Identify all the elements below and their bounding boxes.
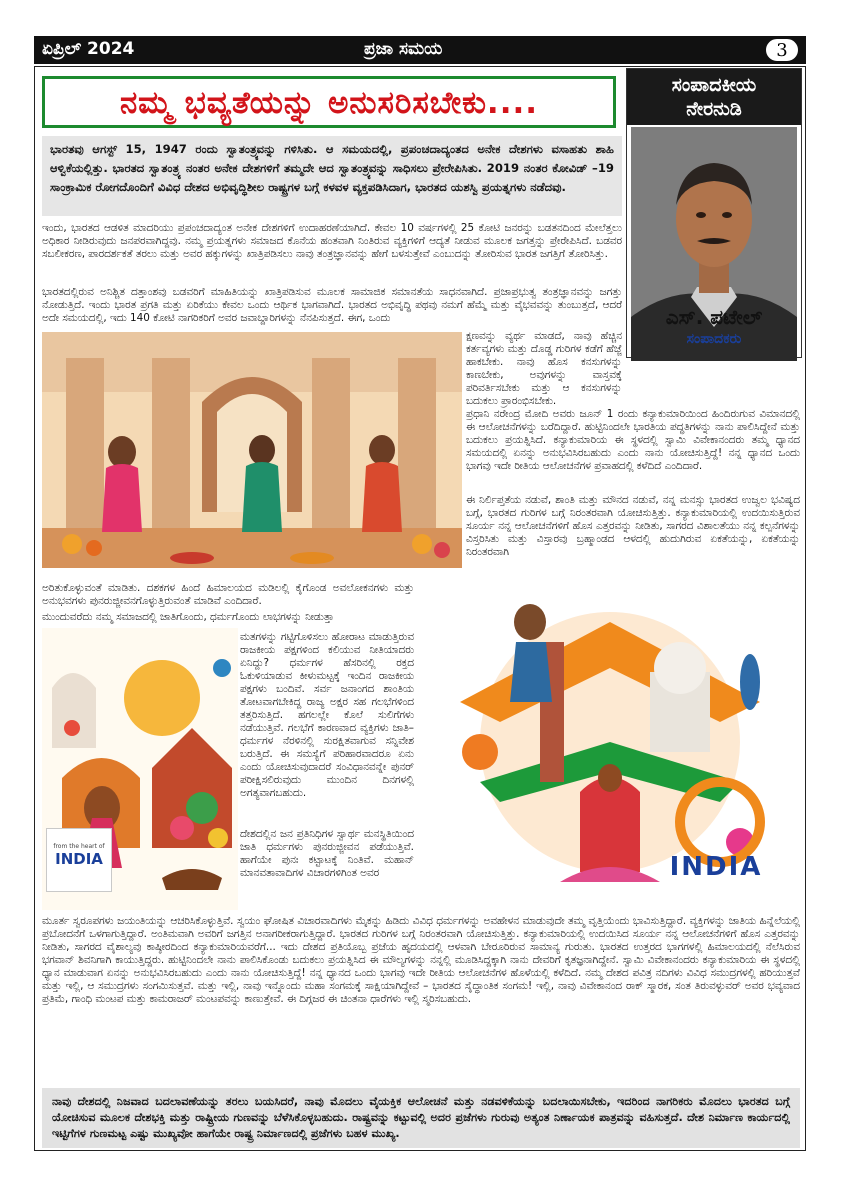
footer-summary: ನಾವು ದೇಶದಲ್ಲಿ ನಿಜವಾದ ಬದಲಾವಣೆಯನ್ನು ತರಲು ಬಯಸಿದರೆ, ನಾವು ಮೊದಲು ವೈಯಕ್ತಿಕ ಆಲೋಚನೆ ಮತ್ತು ನಡವಳಿಕೆಯನ್ನು ಬದಲಾಯಿಸಬೇಕು, ಇದರಿಂದ ನಾಗರಿಕರು ಮೊದಲು ಭಾರತದ ಬಗ್ಗೆ ಯೋಚಿಸುವ ಮೂಲಕ ದೇಶಭಕ್ತಿ ಮತ್ತು ರಾಷ್ಟ್ರೀಯ ಗುಣವನ್ನು ಬೆಳೆಸಿಕೊಳ್ಳಬಹುದು. ರಾಷ್ಟ್ರವನ್ನು ಕಟ್ಟುವಲ್ಲಿ ಅದರ ಪ್ರಜೆಗಳು ಗುರುವು ಅತ್ಯಂತ ನಿರ್ಣಾಯಕ ಪಾತ್ರವನ್ನು ವಹಿಸುತ್ತದೆ. ದೇಶ ನಿರ್ಮಾಣ ಕಾರ್ಯದಲ್ಲಿ ಇಟ್ಟಿಗೆಗಳ ಗುಣಮಟ್ಟ ಎಷ್ಟು ಮುಖ್ಯವೋ ಹಾಗೆಯೇ ರಾಷ್ಟ್ರ ನಿರ್ಮಾಣದಲ್ಲಿ ಪ್ರಜೆಗಳು ಬಹಳ ಮುಖ್ಯ.	[42, 1088, 800, 1148]
page-number: 3	[764, 37, 800, 63]
body-paragraph-3: ಕ್ಷಣವನ್ನು ವ್ಯರ್ಥ ಮಾಡದೆ, ನಾವು ಹೆಚ್ಚಿನ ಕರ್ತವ್ಯಗಳು ಮತ್ತು ದೊಡ್ಡ ಗುರಿಗಳ ಕಡೆಗೆ ಹೆಜ್ಜೆ ಹಾಕಬೇಕು. ನಾವು ಹೊಸ ಕನಸುಗಳನ್ನು ಕಾಣಬೇಕು, ಅವುಗಳನ್ನು ವಾಸ್ತವಕ್ಕೆ ಪರಿವರ್ತಿಸಬೇಕು ಮತ್ತು ಆ ಕನಸುಗಳನ್ನು ಬದುಕಲು ಪ್ರಾರಂಭಿಸಬೇಕು.	[466, 330, 622, 407]
editorial-tag-line1: ಸಂಪಾದಕೀಯ	[671, 74, 757, 96]
headline-box	[42, 76, 616, 128]
paper-name: ಪ್ರಜಾ ಸಮಯ	[364, 39, 443, 59]
incredible-india-collage	[420, 582, 800, 910]
badge-india-text: INDIA	[55, 850, 103, 868]
body-paragraph-7b: ಮತಗಳನ್ನು ಗಟ್ಟಿಗೊಳಿಸಲು ಹೋರಾಟ ಮಾಡುತ್ತಿರುವ ರಾಜಕೀಯ ಪಕ್ಷಗಳಿಂದ ಕಲಿಯುವ ನೀತಿಯಾದರು ಏನಿದ್ದು? ಧರ್ಮಗಳ ಹೆಸರಿನಲ್ಲಿ ರಕ್ತದ ಓಕುಳಿಯಾಡುವ ಕೀಳುಮಟ್ಟಕ್ಕೆ ಇಂದಿನ ರಾಜಕೀಯ ಪಕ್ಷಗಳು ಬಂದಿವೆ. ಸರ್ವ ಜನಾಂಗದ ಶಾಂತಿಯ ತೋಟವಾಗಬೇಕಿದ್ದ ರಾಜ್ಯ ಅಕ್ಷರ ಸಹ ಗಲಭೆಗಳಿಂದ ತತ್ತರಿಸುತ್ತಿದೆ. ಹಗಲಲ್ಲೇ ಕೊಲೆ ಸುಲಿಗೆಗಳು ನಡೆಯುತ್ತಿವೆ. ಗಲಭೆಗೆ ಕಾರಣವಾದ ವ್ಯಕ್ತಿಗಳು ಜಾತಿ–ಧರ್ಮಗಳ ನೆರಳಿನಲ್ಲಿ ಸುರಕ್ಷಿತವಾಗುವ ಸನ್ನಿವೇಶ ಬರುತ್ತಿದೆ. ಈ ಸಮಸ್ಯೆಗೆ ಪರಿಹಾರವಾದರೂ ಏನು ಎಂದು ಯೋಚಿಸುವುದಾದರೆ ಸಂವಿಧಾನವನ್ನೇ ಪುನರ್ ಪರೀಕ್ಷಿಸಲಿರುವುದು ಮುಂದಿನ ದಿನಗಳಲ್ಲಿ ಅಗತ್ಯವಾಗಬಹುದು.	[240, 631, 414, 799]
body-paragraph-8: ಮೂರ್ತ ಸ್ವರೂಪಗಳು ಜಯಂತಿಯನ್ನು ಆಚರಿಸಿಕೊಳ್ಳುತ್ತಿವೆ. ಸ್ವಯಂ ಘೋಷಿತ ವಿಚಾರವಾದಿಗಳು ಮೈಕನ್ನು ಹಿಡಿದು ವಿವಿಧ ಧರ್ಮಗಳನ್ನು ಅವಹೇಳನ ಮಾಡುವುದೇ ತಮ್ಮ ವೃತ್ತಿಯೆಂದು ಭಾವಿಸುತ್ತಿದ್ದಾರೆ. ವ್ಯಕ್ತಿಗಳನ್ನು ಜಾತಿಯ ಹಿನ್ನೆಲೆಯಲ್ಲಿ ಪ್ರಬೋದನೆಗೆ ಒಳಗಾಗುತ್ತಿದ್ದಾರೆ. ಅಂತಿಮವಾಗಿ ಅವರಿಗೆ ಜಗತ್ತಿನ ಅನಾಗರೀಕರಾಗುತ್ತಿದ್ದಾರೆ. ಭಾರತದ ಗುರಿಗಳ ಬಗ್ಗೆ ನಿರಂತರವಾಗಿ ಯೋಚಿಸುತ್ತಿತ್ತು. ಕನ್ಯಾಕುಮಾರಿಯಲ್ಲಿ ಉದಯಿಸಿದ ಸೂರ್ಯ ನನ್ನ ಆಲೋಚನೆಗಳಿಗೆ ಹೊಸ ಎತ್ತರವನ್ನು ನೀಡಿತು, ಸಾಗರದ ವೈಶಾಲ್ಯವು ಕಾಷ್ಠೀರದಿಂದ ಕನ್ಯಾಕುಮಾರಿಯವರೆಗೆ... ಇದು ದೇಶದ ಪ್ರತಿಯೊಬ್ಬ ಪ್ರಜೆಯ ಹೃದಯದಲ್ಲಿ ಆಳವಾಗಿ ಬೇರೂರಿರುವ ಸಾಮಾನ್ಯ ಗುರುತು. ಭಾರತದ ಉತ್ತರದ ಭಾಗಗಳಲ್ಲಿ ಹಿಮಾಲಯದಲ್ಲಿ ನೆಲೆಸಿರುವ ಭಗವಾನ್ ಶಿವನಿಗಾಗಿ ಕಾಯುತ್ತಿದ್ದರು. ಹುಟ್ಟಿನಿಂದಲೇ ನಾನು ಪಾಲಿಸಿಕೊಂಡು ಬದುಕಲು ಪ್ರಯತ್ನಿಸಿದ ಈ ಮೌಲ್ಯಗಳನ್ನು ನನ್ನಲ್ಲಿ ಮೂಡಿಸಿದ್ದಕ್ಕಾಗಿ ನಾನು ದೇವರಿಗೆ ಕೃತಜ್ಞನಾಗಿದ್ದೇನೆ. ಸ್ವಾಮಿ ವಿವೇಕಾನಂದರು ಕನ್ಯಾಕುಮಾರಿಯ ಈ ಸ್ಥಳದಲ್ಲಿ ಧ್ಯಾನ ಮಾಡುವಾಗ ಏನನ್ನು ಅನುಭವಿಸಿರಬಹುದು ಎಂದು ನಾನು ಯೋಚಿಸುತ್ತಿದ್ದೆ! ನನ್ನ ಧ್ಯಾನದ ಒಂದು ಭಾಗವು ಇದೇ ರೀತಿಯ ಆಲೋಚನೆಗಳ ಹೊಳೆಯಲ್ಲಿ ಕಳೆದಿದೆ. ನಮ್ಮ ದೇಶದ ಪವಿತ್ರ ನದಿಗಳು ವಿವಿಧ ಸಮುದ್ರಗಳಲ್ಲಿ ಹರಿಯುತ್ತವೆ ಮತ್ತು ಇಲ್ಲಿ, ಆ ಸಮುದ್ರಗಳು ಸಂಗಮಿಸುತ್ತವೆ. ಮತ್ತು ಇಲ್ಲಿ, ನಾವು ಇನ್ನೊಂದು ಮಹಾ ಸಂಗಮಕ್ಕೆ ಸಾಕ್ಷಿಯಾಗಿದ್ದೇವೆ – ಭಾರತದ ಸೈದ್ಧಾಂತಿಕ ಸಂಗಮ! ಇಲ್ಲಿ, ನಾವು ವಿವೇಕಾನಂದ ರಾಕ್ ಸ್ಮಾರಕ, ಸಂತ ತಿರುವಳ್ಳುವರ್ ಅವರ ಭವ್ಯವಾದ ಪ್ರತಿಮೆ, ಗಾಂಧಿ ಮಂಟಪ ಮತ್ತು ಕಾಮರಾಜರ್ ಮಂಟಪವನ್ನು ಕಾಣುತ್ತೇವೆ. ಈ ದಿಗ್ಗಜರ ಈ ಚಿಂತನಾ ಧಾರೆಗಳು ಇಲ್ಲಿ ಸ್ಮರಿಸಬಹುದು.	[42, 915, 800, 1005]
body-paragraph-7a: ಮುಂದುವರೆದು ನಮ್ಮ ಸಮಾಜದಲ್ಲಿ ಜಾತಿಗೊಂದು, ಧರ್ಮಗೊಂದು ಲಾಭಗಳನ್ನು ನೀಡುತ್ತಾ	[42, 611, 334, 623]
editor-role: ಸಂಪಾದಕರು	[686, 331, 742, 347]
badge-small-text: from the heart of	[53, 843, 105, 850]
editor-name: ಎಸ್. ಪಟೇಲ್	[665, 305, 763, 329]
editorial-tag	[627, 69, 801, 125]
india-badge-text: INDIA	[669, 852, 763, 882]
festival-illustration	[42, 332, 462, 568]
body-paragraph-6: ಅರಿತುಕೊಳ್ಳುವಂತೆ ಮಾಡಿತು. ದಶಕಗಳ ಹಿಂದೆ ಹಿಮಾಲಯದ ಮಡಿಲಲ್ಲಿ ಕೈಗೊಂಡ ಅವಲೋಕನಗಳು ಮತ್ತು ಅನುಭವಗಳು ಪುನರುಜ್ಜೀವನಗೊಳ್ಳುತ್ತಿರುವಂತೆ ಮಾಡಿವೆ ಎಂದಿದಾರೆ.	[42, 582, 414, 607]
india-heritage-collage	[42, 628, 238, 910]
body-paragraph-7c: ದೇಶದಲ್ಲಿನ ಜನ ಪ್ರತಿನಿಧಿಗಳ ಸ್ವಾರ್ಥ ಮನಸ್ಥಿತಿಯಿಂದ ಜಾತಿ ಧರ್ಮಗಳು ಪುನರುಜ್ಜೀವನ ಪಡೆಯುತ್ತಿವೆ. ಹಾಗೆಯೇ ಪುನಃ ಕಟ್ಟಾಟಕ್ಕೆ ನಿಂತಿವೆ. ಮಹಾನ್ ಮಾನವತಾವಾದಿಗಳ ವಿಚಾರಗಳಿಗಿಂತ ಅವರ	[240, 828, 414, 879]
from-the-heart-badge	[46, 828, 112, 892]
body-paragraph-5: ಈ ನಿರ್ಲಿಪ್ತತೆಯ ನಡುವೆ, ಶಾಂತಿ ಮತ್ತು ಮೌನದ ನಡುವೆ, ನನ್ನ ಮನಸ್ಸು ಭಾರತದ ಉಜ್ವಲ ಭವಿಷ್ಯದ ಬಗ್ಗೆ, ಭಾರತದ ಗುರಿಗಳ ಬಗ್ಗೆ ನಿರಂತರವಾಗಿ ಯೋಚಿಸುತ್ತಿತ್ತು. ಕನ್ಯಾಕುಮಾರಿಯಲ್ಲಿ ಉದಯಿಸುತ್ತಿರುವ ಸೂರ್ಯ ನನ್ನ ಆಲೋಚನೆಗಳಿಗೆ ಹೊಸ ಎತ್ತರವನ್ನು ನೀಡಿತು, ಸಾಗರದ ವಿಶಾಲತೆಯು ನನ್ನ ಕಲ್ಪನೆಗಳನ್ನು ವಿಸ್ತರಿಸಿತು ಮತ್ತು ವಿಸ್ತಾರವು ಬ್ರಹ್ಮಾಂಡದ ಆಳದಲ್ಲಿ ಹುದುಗಿರುವ ಏಕತೆಯನ್ನು, ಏಕತೆಯನ್ನು ನಿರಂತರವಾಗಿ	[466, 494, 800, 558]
editorial-tag-line2: ನೇರನುಡಿ	[686, 98, 742, 120]
body-paragraph-4: ಪ್ರಧಾನಿ ನರೇಂದ್ರ ಮೋದಿ ಅವರು ಜೂನ್ 1 ರಂದು ಕನ್ಯಾಕುಮಾರಿಯಿಂದ ಹಿಂದಿರುಗುವ ವಿಮಾನದಲ್ಲಿ ಈ ಆಲೋಚನೆಗಳನ್ನು ಬರೆದಿದ್ದಾರೆ. ಹುಟ್ಟಿನಿಂದಲೇ ಭಾರತಿಯ ಪದ್ಧತಿಗಳನ್ನು ನಾನು ಪಾಲಿಸಿದ್ದೇನೆ ಮತ್ತು ಬದುಕಲು ಪ್ರಯತ್ನಿಸಿದೆ. ಕನ್ಯಾಕುಮಾರಿಯ ಈ ಸ್ಥಳದಲ್ಲಿ ಸ್ವಾಮಿ ವಿವೇಕಾನಂದರು ತಮ್ಮ ಧ್ಯಾನದ ಸಮಯದಲ್ಲಿ ಏನನ್ನು ಅನುಭವಿಸಿರಬಹುದು ಎಂದು ನಾನು ಯೋಚಿಸುತ್ತಿದ್ದೆ! ನನ್ನ ಧ್ಯಾನದ ಒಂದು ಭಾಗವು ಇದೇ ರೀತಿಯ ಆಲೋಚನೆಗಳ ಪ್ರವಾಹದಲ್ಲಿ ಕಳೆದಿದೆ ಎಂದಿದಾರೆ.	[466, 408, 800, 472]
lead-paragraph: ಭಾರತವು ಆಗಸ್ಟ್ 15, 1947 ರಂದು ಸ್ವಾತಂತ್ರ್ಯವನ್ನು ಗಳಿಸಿತು. ಆ ಸಮಯದಲ್ಲಿ, ಪ್ರಪಂಚದಾದ್ಯಂತದ ಅನೇಕ ದೇಶಗಳು ವಸಾಹತು ಶಾಹಿ ಆಳ್ವಿಕೆಯಲ್ಲಿತ್ತು. ಭಾರತದ ಸ್ವಾತಂತ್ರ್ಯ ನಂತರ ಅನೇಕ ದೇಶಗಳಿಗೆ ತಮ್ಮದೇ ಆದ ಸ್ವಾತಂತ್ರ್ಯವನ್ನು ಸಾಧಿಸಲು ಪ್ರೇರೇಪಿಸಿತು. 2019 ನಂತರ ಕೋವಿಡ್ –19 ಸಾಂಕ್ರಾಮಿಕ ರೋಗದೊಂದಿಗೆ ವಿವಿಧ ದೇಶದ ಅಭಿವೃದ್ಧಿಶೀಲ ರಾಷ್ಟ್ರಗಳ ಬಗ್ಗೆ ಕಳವಳ ವ್ಯಕ್ತಪಡಿಸಿದಾಗ, ಭಾರತದ ಯಶಸ್ವಿ ಪ್ರಯತ್ನಗಳು ನಡೆದವು.	[42, 136, 622, 216]
body-paragraph-2: ಭಾರತದಲ್ಲಿರುವ ಅನಿಶ್ಚಿತ ದತ್ತಾಂಶವು ಬಡವರಿಗೆ ಮಾಹಿತಿಯನ್ನು ಖಾತ್ರಿಪಡಿಸುವ ಮೂಲಕ ಸಾಮಾಜಿಕ ಸಮಾನತೆಯ ಸಾಧನವಾಗಿದೆ. ಪ್ರಜಾಪ್ರಭುತ್ವ ತಂತ್ರಜ್ಞಾನವನ್ನು ಜಗತ್ತು ನೋಡುತ್ತಿದೆ. ಇಂದು ಭಾರತ ಪ್ರಗತಿ ಮತ್ತು ಏರಿಕೆಯು ಕೇವಲ ಒಂದು ಆರ್ಥಿಕ ಭಾಗವಾಗಿದೆ. ಭಾರತದ ಅಭಿವೃದ್ಧಿ ಪಥವು ನಮಗೆ ಹೆಮ್ಮೆ ಮತ್ತು ವೈಭವವನ್ನು ತುಂಬುತ್ತದೆ, ಆದರೆ ಅದೇ ಸಮಯದಲ್ಲಿ, ಇದು 140 ಕೋಟಿ ನಾಗರಿಕರಿಗೆ ಅವರ ಜವಾಬ್ದಾರಿಗಳನ್ನು ನೆನಪಿಸುತ್ತದೆ. ಈಗ, ಒಂದು	[42, 286, 622, 324]
masthead-bar	[34, 36, 806, 64]
body-paragraph-1: ಇಂದು, ಭಾರತದ ಆಡಳಿತ ಮಾದರಿಯು ಪ್ರಪಂಚದಾದ್ಯಂತ ಅನೇಕ ದೇಶಗಳಿಗೆ ಉದಾಹರಣೆಯಾಗಿದೆ. ಕೇವಲ 10 ವರ್ಷಗಳಲ್ಲಿ 25 ಕೋಟಿ ಜನರನ್ನು ಬಡತನದಿಂದ ಮೇಲೆತ್ತಲು ಅಧಿಕಾರ ನೀಡಿರುವುದು ಜನಪರವಾಗಿದ್ದವು. ನಮ್ಮ ಪ್ರಯತ್ನಗಳು ಸಮಾಜದ ಕೊನೆಯ ಹಂತವಾಗಿ ನಿಂತಿರುವ ವ್ಯಕ್ತಿಗಳಿಗೆ ಆದ್ಯತೆ ನೀಡುವ ಮೂಲಕ ಜಗತ್ತನ್ನು ಪ್ರೇರೇಪಿಸಿದೆ. ಬಡವರ ಸಬಲೀಕರಣ, ಪಾರದರ್ಶಕತೆ ತರಲು ಮತ್ತು ಅವರ ಹಕ್ಕುಗಳನ್ನು ಖಾತ್ರಿಪಡಿಸಲು ನಾವು ತಂತ್ರಜ್ಞಾನವನ್ನು ಹೇಗೆ ಬಳಸುತ್ತೇವೆ ಎಂಬುದನ್ನು ತೋರಿಸುವ ಭಾರತ ಜಗತ್ತಿಗೆ ತೋರಿಸಿತ್ತು.	[42, 222, 622, 260]
editorial-box	[626, 68, 802, 358]
headline: ನಮ್ಮ ಭವ್ಯತೆಯನ್ನು ಅನುಸರಿಸಬೇಕು....	[119, 85, 539, 121]
issue-date: ಏಪ್ರಿಲ್ 2024	[42, 39, 135, 59]
